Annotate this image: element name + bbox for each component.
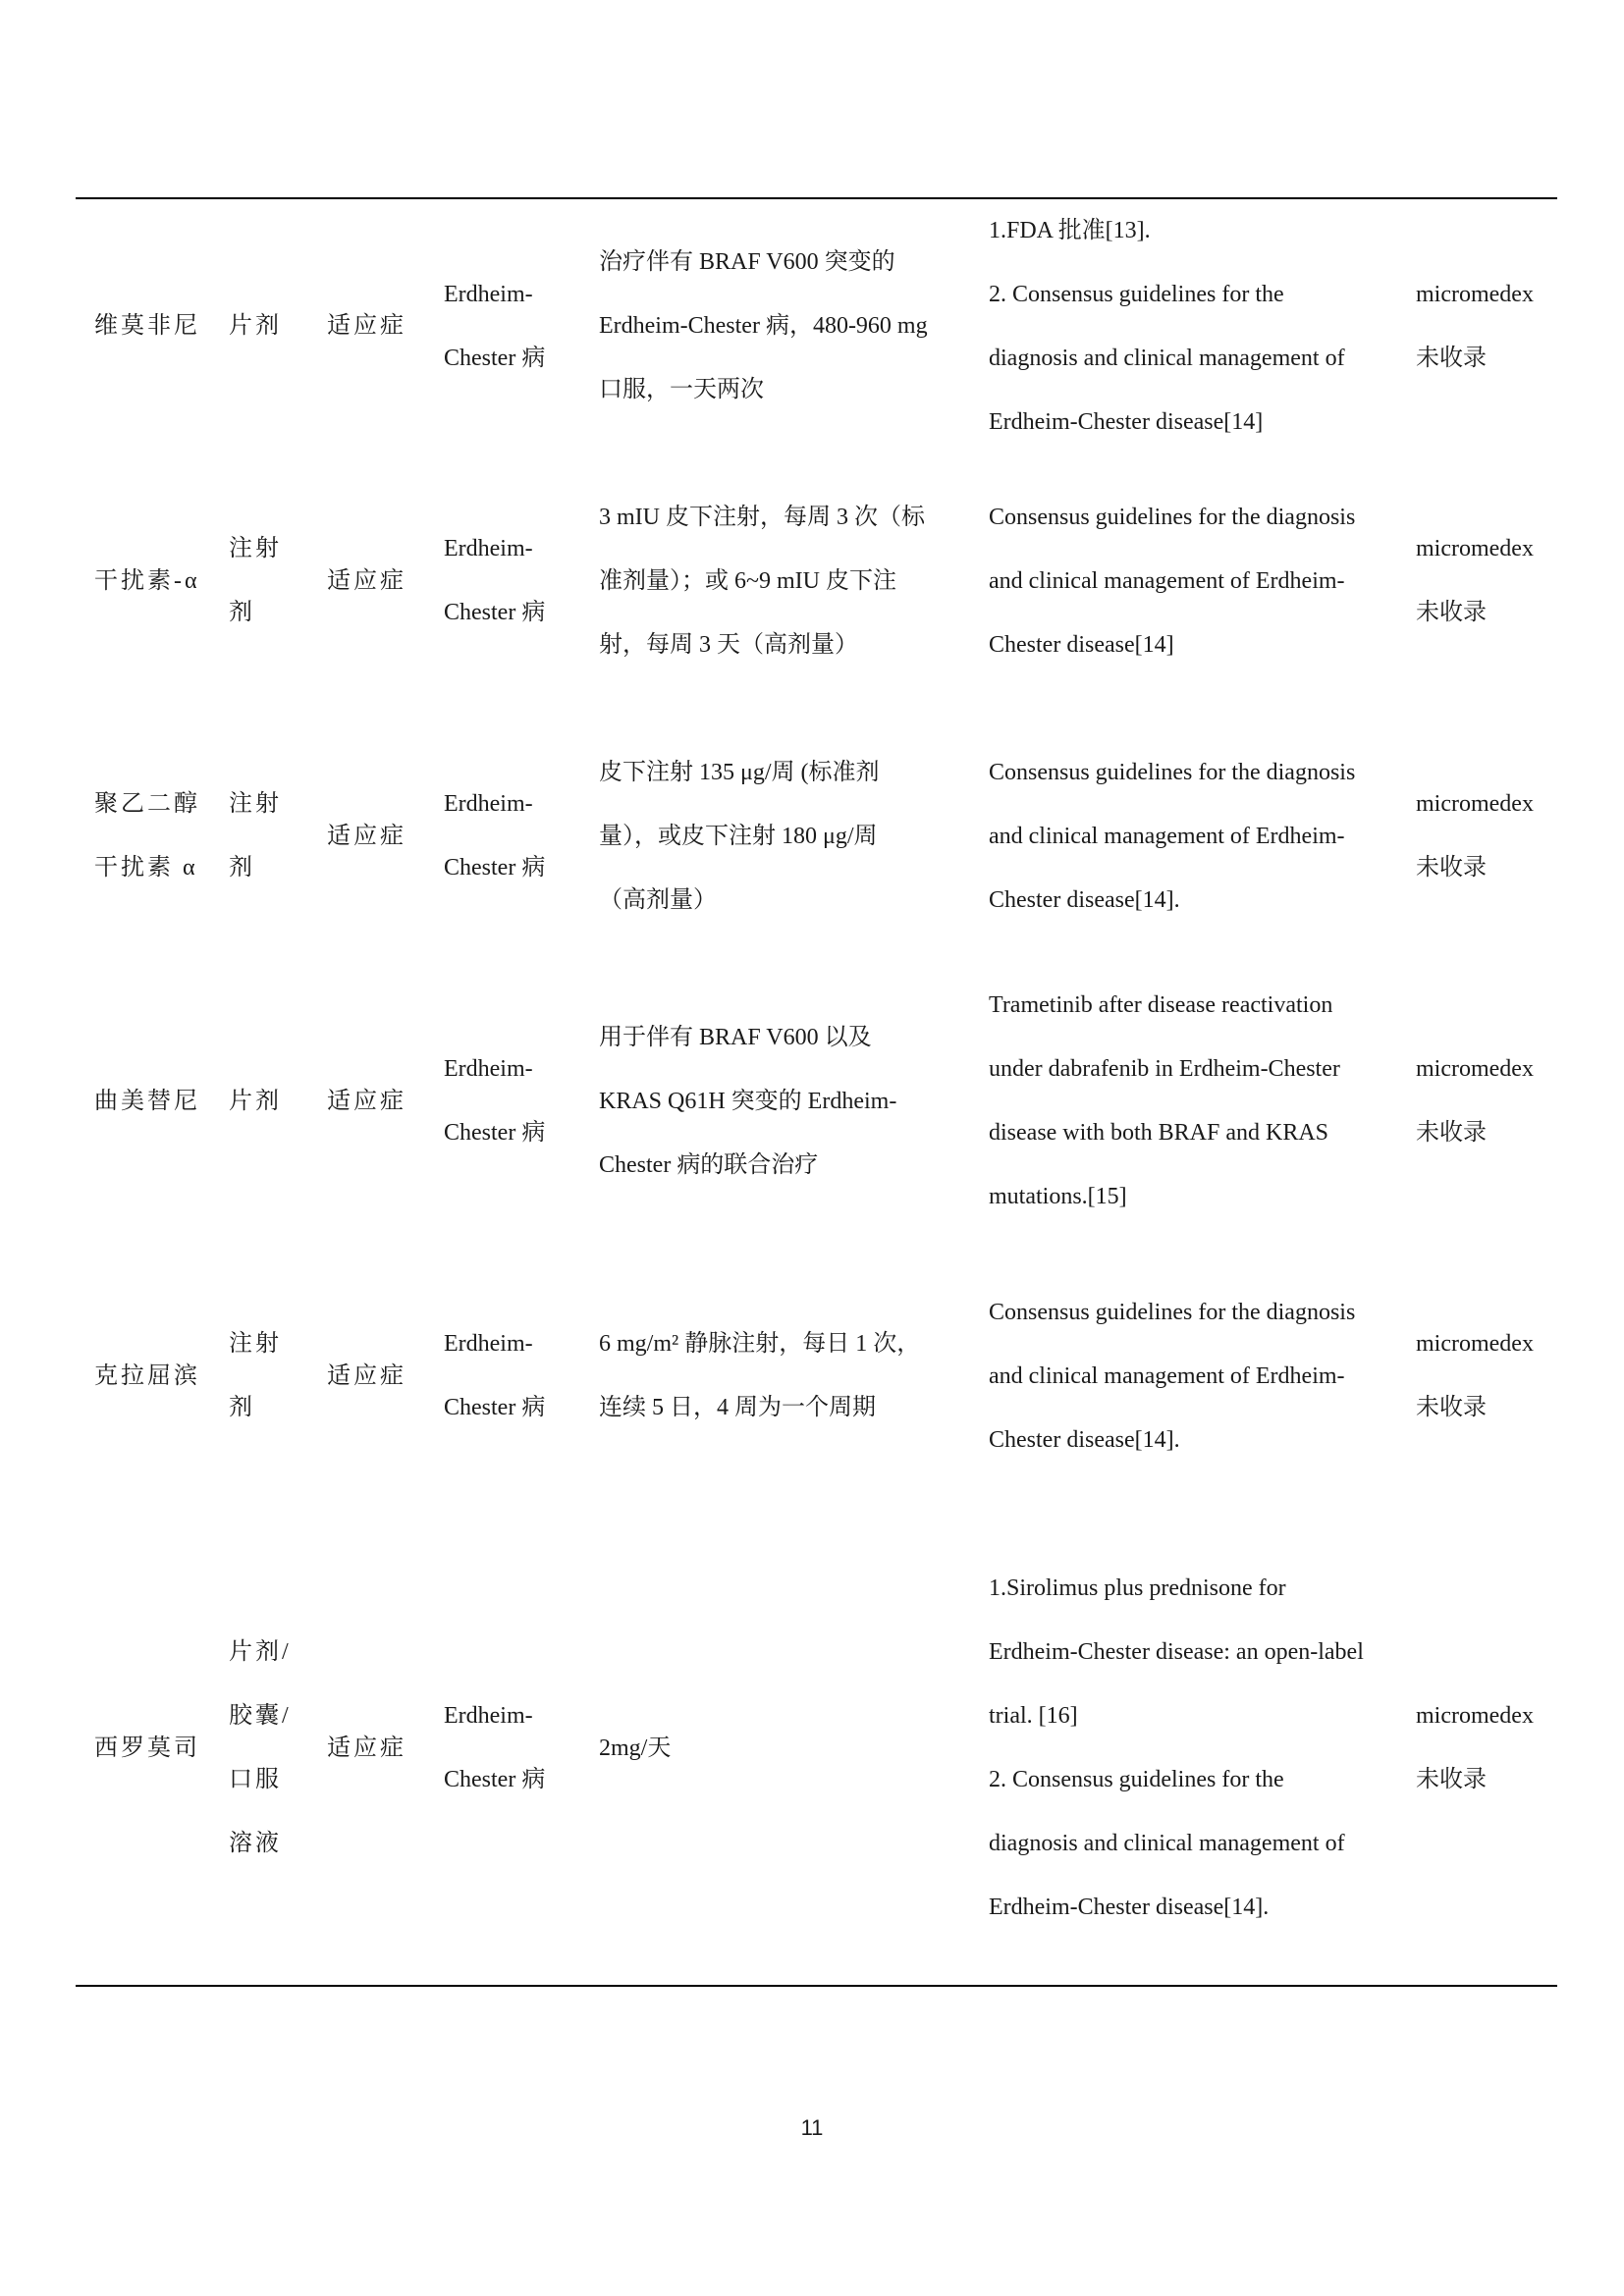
- reference-line: mutations.[15]: [989, 1184, 1127, 1209]
- dosage-regimen-line: 射，每周 3 天（高剂量）: [599, 631, 858, 658]
- inclusion-status-line: micromedex: [1416, 281, 1534, 307]
- usage-type-line: 适应症: [327, 823, 406, 849]
- dosage-form-line: 溶液: [229, 1831, 282, 1856]
- inclusion-status-cell: [1416, 199, 1557, 454]
- table-row: [76, 1239, 1557, 1514]
- dosage-form-cell: [229, 709, 307, 964]
- reference-line: 2. Consensus guidelines for the: [989, 281, 1284, 307]
- drug-name-cell: [94, 1514, 212, 1983]
- reference-line: Chester disease[14]: [989, 631, 1174, 658]
- reference-line: disease with both BRAF and KRAS: [989, 1120, 1329, 1146]
- inclusion-status-line: 未收录: [1416, 855, 1487, 881]
- drug-name-cell: [94, 709, 212, 964]
- drug-name-cell: [94, 199, 212, 454]
- reference-line: Erdheim-Chester disease: an open-label: [989, 1639, 1364, 1665]
- drug-name-cell: [94, 964, 212, 1239]
- dosage-form-cell: [229, 964, 307, 1239]
- dosage-regimen-cell: [599, 454, 1031, 709]
- inclusion-status-line: 未收录: [1416, 600, 1487, 625]
- reference-line: 1.Sirolimus plus prednisone for: [989, 1575, 1286, 1601]
- dosage-regimen-line: Chester 病的联合治疗: [599, 1151, 819, 1178]
- dosage-regimen-line: 3 mIU 皮下注射，每周 3 次（标: [599, 504, 925, 530]
- usage-type-cell: [327, 199, 425, 454]
- disease-line: Erdheim-: [444, 1703, 533, 1729]
- drug-name-line: 西罗莫司: [94, 1735, 200, 1761]
- disease-line: Chester 病: [444, 855, 546, 881]
- dosage-regimen-line: 量），或皮下注射 180 μg/周: [599, 823, 878, 849]
- dosage-form-line: 胶囊/: [229, 1703, 292, 1729]
- inclusion-status-cell: [1416, 964, 1557, 1239]
- reference-line: Consensus guidelines for the diagnosis: [989, 504, 1356, 530]
- usage-type-line: 适应症: [327, 1088, 406, 1114]
- reference-line: Consensus guidelines for the diagnosis: [989, 1299, 1356, 1325]
- reference-line: Erdheim-Chester disease[14]: [989, 408, 1264, 435]
- table-row: [76, 1514, 1557, 1983]
- drug-name-line: 聚乙二醇: [94, 791, 200, 817]
- dosage-regimen-line: 口服，一天两次: [599, 377, 764, 402]
- dosage-form-cell: [229, 1239, 307, 1514]
- disease-line: Erdheim-: [444, 1056, 533, 1082]
- disease-line: Chester 病: [444, 1120, 546, 1146]
- reference-line: trial. [16]: [989, 1703, 1078, 1729]
- dosage-form-line: 注射: [229, 791, 282, 817]
- reference-line: and clinical management of Erdheim-: [989, 567, 1345, 594]
- inclusion-status-cell: [1416, 454, 1557, 709]
- usage-type-cell: [327, 454, 425, 709]
- reference-cell: [989, 1514, 1450, 1983]
- drug-name-line: 克拉屈滨: [94, 1362, 200, 1389]
- dosage-form-cell: [229, 454, 307, 709]
- reference-cell: [989, 964, 1450, 1239]
- inclusion-status-line: micromedex: [1416, 536, 1534, 561]
- inclusion-status-cell: [1416, 1239, 1557, 1514]
- dosage-regimen-line: 皮下注射 135 μg/周 (标准剂: [599, 759, 880, 785]
- inclusion-status-line: 未收录: [1416, 1767, 1487, 1792]
- reference-cell: [989, 1239, 1450, 1514]
- inclusion-status-line: micromedex: [1416, 1331, 1534, 1357]
- dosage-regimen-line: Erdheim-Chester 病，480-960 mg: [599, 313, 928, 339]
- disease-line: Chester 病: [444, 1395, 546, 1420]
- drug-name-line: 曲美替尼: [94, 1088, 200, 1114]
- dosage-form-line: 片剂: [229, 313, 282, 339]
- usage-type-line: 适应症: [327, 1362, 406, 1389]
- reference-cell: [989, 454, 1450, 709]
- dosage-form-line: 剂: [229, 600, 255, 625]
- drug-name-cell: [94, 1239, 212, 1514]
- disease-cell: [444, 1239, 581, 1514]
- dosage-form-line: 口服: [229, 1767, 282, 1792]
- reference-line: Erdheim-Chester disease[14].: [989, 1895, 1270, 1920]
- reference-line: and clinical management of Erdheim-: [989, 823, 1345, 849]
- reference-line: under dabrafenib in Erdheim-Chester: [989, 1056, 1340, 1082]
- dosage-form-line: 注射: [229, 536, 282, 561]
- table-bottom-rule: [76, 1985, 1557, 1987]
- usage-type-cell: [327, 1239, 425, 1514]
- dosage-form-cell: [229, 1514, 307, 1983]
- disease-line: Erdheim-: [444, 791, 533, 817]
- dosage-regimen-line: 准剂量）；或 6~9 mIU 皮下注: [599, 567, 896, 594]
- reference-line: Trametinib after disease reactivation: [989, 992, 1333, 1018]
- reference-line: diagnosis and clinical management of: [989, 345, 1345, 371]
- disease-line: Erdheim-: [444, 1331, 533, 1357]
- drug-name-line: 干扰素-α: [94, 567, 200, 594]
- reference-line: Chester disease[14].: [989, 1426, 1180, 1453]
- reference-line: and clinical management of Erdheim-: [989, 1362, 1345, 1389]
- dosage-regimen-line: 用于伴有 BRAF V600 以及: [599, 1024, 872, 1050]
- disease-cell: [444, 709, 581, 964]
- dosage-regimen-line: 2mg/天: [599, 1735, 672, 1761]
- disease-line: Chester 病: [444, 345, 546, 371]
- reference-cell: [989, 709, 1450, 964]
- disease-line: Chester 病: [444, 600, 546, 625]
- dosage-regimen-cell: [599, 1239, 1031, 1514]
- inclusion-status-cell: [1416, 709, 1557, 964]
- inclusion-status-cell: [1416, 1514, 1557, 1983]
- disease-cell: [444, 454, 581, 709]
- inclusion-status-line: 未收录: [1416, 1120, 1487, 1146]
- disease-line: Chester 病: [444, 1767, 546, 1792]
- dosage-form-line: 剂: [229, 1395, 255, 1420]
- inclusion-status-line: micromedex: [1416, 1056, 1534, 1082]
- dosage-form-line: 片剂/: [229, 1639, 292, 1665]
- reference-line: Chester disease[14].: [989, 886, 1180, 913]
- dosage-form-cell: [229, 199, 307, 454]
- dosage-regimen-line: KRAS Q61H 突变的 Erdheim-: [599, 1088, 897, 1114]
- dosage-form-line: 注射: [229, 1331, 282, 1357]
- reference-line: diagnosis and clinical management of: [989, 1831, 1345, 1856]
- dosage-regimen-cell: [599, 709, 1031, 964]
- drug-name-cell: [94, 454, 212, 709]
- disease-cell: [444, 964, 581, 1239]
- dosage-regimen-line: 6 mg/m² 静脉注射，每日 1 次，: [599, 1331, 921, 1357]
- reference-cell: [989, 199, 1450, 454]
- reference-line: 2. Consensus guidelines for the: [989, 1767, 1284, 1792]
- drug-name-line: 维莫非尼: [94, 313, 200, 339]
- dosage-regimen-line: 治疗伴有 BRAF V600 突变的: [599, 249, 895, 275]
- dosage-regimen-cell: [599, 1514, 1031, 1983]
- disease-line: Erdheim-: [444, 281, 533, 307]
- inclusion-status-line: micromedex: [1416, 1703, 1534, 1729]
- inclusion-status-line: 未收录: [1416, 345, 1487, 371]
- usage-type-line: 适应症: [327, 1735, 406, 1761]
- usage-type-cell: [327, 964, 425, 1239]
- table-row: [76, 454, 1557, 709]
- disease-line: Erdheim-: [444, 536, 533, 561]
- disease-cell: [444, 199, 581, 454]
- page-number: 11: [800, 2115, 824, 2140]
- table-row: [76, 199, 1557, 454]
- table-row: [76, 709, 1557, 964]
- dosage-regimen-cell: [599, 964, 1031, 1239]
- inclusion-status-line: micromedex: [1416, 791, 1534, 817]
- usage-type-cell: [327, 1514, 425, 1983]
- dosage-form-line: 剂: [229, 855, 255, 881]
- dosage-regimen-line: 连续 5 日，4 周为一个周期: [599, 1395, 876, 1420]
- dosage-form-line: 片剂: [229, 1088, 282, 1114]
- disease-cell: [444, 1514, 581, 1983]
- usage-type-line: 适应症: [327, 567, 406, 594]
- dosage-regimen-line: （高剂量）: [599, 886, 717, 913]
- reference-line: Consensus guidelines for the diagnosis: [989, 759, 1356, 785]
- usage-type-line: 适应症: [327, 313, 406, 339]
- reference-line: 1.FDA 批准[13].: [989, 217, 1151, 243]
- usage-type-cell: [327, 709, 425, 964]
- inclusion-status-line: 未收录: [1416, 1395, 1487, 1420]
- dosage-regimen-cell: [599, 199, 1031, 454]
- drug-name-line: 干扰素 α: [94, 855, 198, 881]
- table-row: [76, 964, 1557, 1239]
